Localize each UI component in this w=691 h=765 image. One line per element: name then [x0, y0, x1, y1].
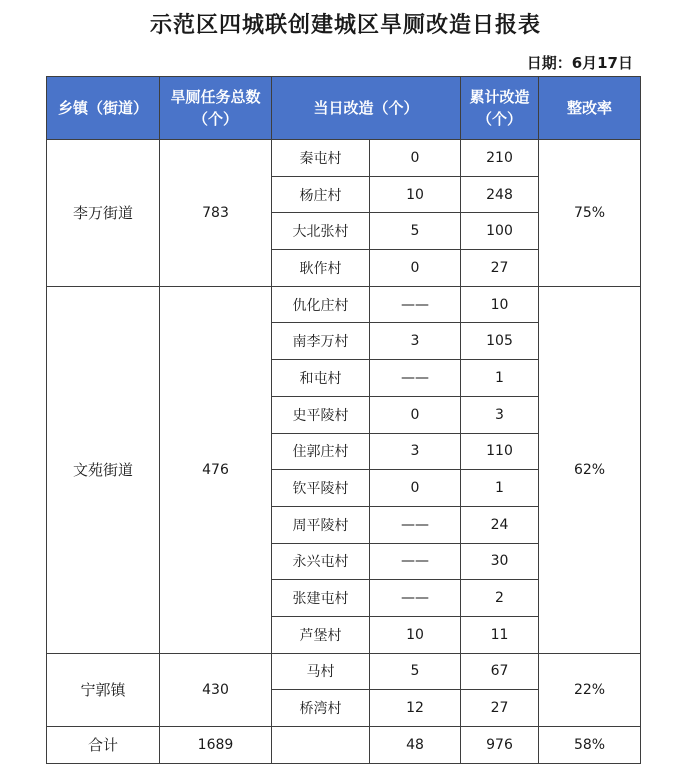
total-tasks-cell: 476	[160, 286, 272, 653]
header-town: 乡镇（街道）	[47, 77, 160, 140]
total-rate-cell: 58%	[539, 727, 641, 764]
daily-cell: 3	[370, 433, 461, 470]
village-cell: 周平陵村	[272, 506, 370, 543]
header-cumulative	[461, 77, 539, 140]
town-cell: 文苑街道	[47, 286, 160, 653]
total-cumulative-cell: 976	[461, 727, 539, 764]
daily-cell: 3	[370, 323, 461, 360]
daily-cell: 5	[370, 653, 461, 690]
village-cell: 芦堡村	[272, 616, 370, 653]
report-date: 日期：6月17日	[526, 54, 633, 72]
cumulative-cell: 248	[461, 176, 539, 213]
rate-cell: 22%	[539, 653, 641, 726]
village-cell: 南李万村	[272, 323, 370, 360]
cumulative-cell: 10	[461, 286, 539, 323]
total-village-cell	[272, 727, 370, 764]
table-row	[47, 286, 641, 323]
total-daily-cell: 48	[370, 727, 461, 764]
daily-cell: ——	[370, 360, 461, 397]
village-cell: 杨庄村	[272, 176, 370, 213]
total-row	[47, 727, 641, 764]
header-total-tasks	[160, 77, 272, 140]
cumulative-cell: 24	[461, 506, 539, 543]
village-cell: 马村	[272, 653, 370, 690]
cumulative-cell: 1	[461, 470, 539, 507]
total-tasks-sum-cell: 1689	[160, 727, 272, 764]
village-cell: 住郭庄村	[272, 433, 370, 470]
header-total-tasks-line2: （个）	[192, 110, 238, 128]
daily-cell: 10	[370, 176, 461, 213]
village-cell: 永兴屯村	[272, 543, 370, 580]
cumulative-cell: 30	[461, 543, 539, 580]
town-cell: 李万街道	[47, 140, 160, 287]
cumulative-cell: 1	[461, 360, 539, 397]
daily-cell: 10	[370, 616, 461, 653]
daily-cell: 0	[370, 470, 461, 507]
daily-cell: ——	[370, 506, 461, 543]
daily-report-table	[46, 76, 641, 764]
daily-cell: ——	[370, 543, 461, 580]
daily-cell: 0	[370, 250, 461, 287]
daily-cell: 0	[370, 140, 461, 177]
daily-cell: ——	[370, 580, 461, 617]
cumulative-cell: 110	[461, 433, 539, 470]
cumulative-cell: 27	[461, 690, 539, 727]
cumulative-cell: 105	[461, 323, 539, 360]
header-cumulative-line2: （个）	[477, 110, 523, 128]
village-cell: 张建屯村	[272, 580, 370, 617]
header-daily: 当日改造（个）	[272, 77, 461, 140]
table-body	[47, 140, 641, 764]
cumulative-cell: 3	[461, 396, 539, 433]
town-cell: 宁郭镇	[47, 653, 160, 726]
rate-cell: 62%	[539, 286, 641, 653]
report-title: 示范区四城联创建城区旱厕改造日报表	[149, 13, 541, 38]
table-row	[47, 653, 641, 690]
cumulative-cell: 27	[461, 250, 539, 287]
total-tasks-cell: 783	[160, 140, 272, 287]
village-cell: 大北张村	[272, 213, 370, 250]
header-rate: 整改率	[539, 77, 641, 140]
village-cell: 秦屯村	[272, 140, 370, 177]
header-total-tasks-line1: 旱厕任务总数	[170, 88, 261, 106]
table-row	[47, 140, 641, 177]
cumulative-cell: 11	[461, 616, 539, 653]
cumulative-cell: 210	[461, 140, 539, 177]
total-label-cell: 合计	[47, 727, 160, 764]
daily-cell: ——	[370, 286, 461, 323]
cumulative-cell: 67	[461, 653, 539, 690]
cumulative-cell: 100	[461, 213, 539, 250]
daily-cell: 5	[370, 213, 461, 250]
header-cumulative-line1: 累计改造	[469, 88, 530, 106]
village-cell: 桥湾村	[272, 690, 370, 727]
rate-cell: 75%	[539, 140, 641, 287]
village-cell: 史平陵村	[272, 396, 370, 433]
daily-cell: 0	[370, 396, 461, 433]
village-cell: 钦平陵村	[272, 470, 370, 507]
total-tasks-cell: 430	[160, 653, 272, 726]
daily-cell: 12	[370, 690, 461, 727]
village-cell: 和屯村	[272, 360, 370, 397]
table-header-row	[47, 77, 641, 140]
village-cell: 仇化庄村	[272, 286, 370, 323]
village-cell: 耿作村	[272, 250, 370, 287]
cumulative-cell: 2	[461, 580, 539, 617]
